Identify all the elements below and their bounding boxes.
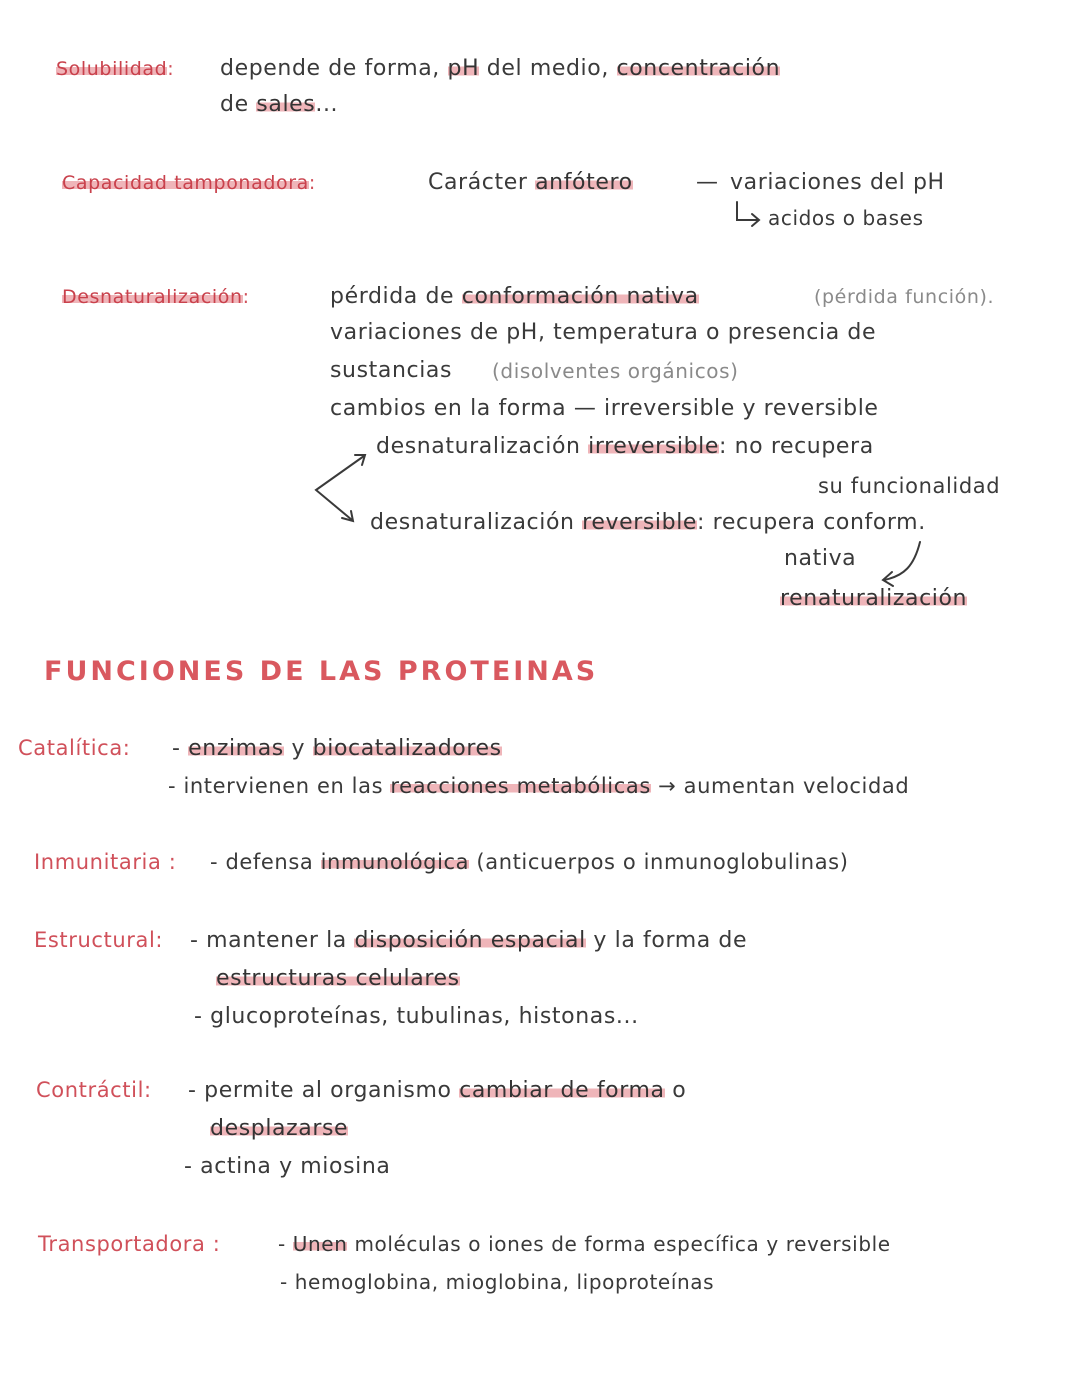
solubilidad-line-2: de sales... (220, 92, 339, 117)
desnat-row: Desnaturalización: (62, 286, 250, 308)
branch-arrows-icon (316, 455, 365, 521)
solubilidad-line-1: depende de forma, pH del medio, concentración (220, 56, 781, 81)
transportadora-line-2: - hemoglobina, mioglobina, lipoproteínas (280, 1270, 715, 1294)
tampon-line-1: Carácter anfótero (428, 170, 633, 195)
contractil-line-1: - permite al organismo cambiar de forma o (188, 1078, 687, 1103)
catalitica-line-1: - enzimas y biocatalizadores (172, 736, 502, 761)
desnat-nativa: nativa (784, 546, 857, 571)
contractil-line-3: - actina y miosina (184, 1154, 391, 1179)
transportadora-line-1: - Unen moléculas o iones de forma específica y reversible (278, 1232, 891, 1256)
inmunitaria-line: - defensa inmunológica (anticuerpos o inmunoglobulinas) (210, 850, 849, 874)
transportadora-term: Transportadora : (38, 1232, 221, 1256)
tampon-acidos: acidos o bases (768, 206, 924, 230)
tampon-hook-arrow-icon (737, 202, 759, 226)
tampon-variaciones: variaciones del pH (730, 170, 945, 195)
tampon-term: Capacidad tamponadora (62, 172, 309, 194)
estructural-line-3: - glucoproteínas, tubulinas, histonas... (194, 1004, 639, 1029)
solubilidad-term: Solubilidad (56, 58, 168, 80)
desnat-perdida-funcion: (pérdida función). (814, 286, 995, 308)
desnat-funcionalidad: su funcionalidad (818, 474, 1001, 498)
tampon-row: Capacidad tamponadora: (62, 172, 316, 194)
estructural-term: Estructural: (34, 928, 164, 952)
desnat-line-4: cambios en la forma — irreversible y reversible (330, 396, 879, 421)
catalitica-line-2: - intervienen en las reacciones metabólicas → aumentan velocidad (168, 774, 910, 798)
desnat-line-1: pérdida de conformación nativa (330, 284, 699, 309)
section-heading: FUNCIONES DE LAS PROTEINAS (44, 656, 599, 687)
desnat-line-3: sustancias (330, 358, 453, 383)
desnat-term: Desnaturalización (62, 286, 243, 308)
catalitica-term: Catalítica: (18, 736, 131, 760)
solubilidad-row: Solubilidad: (56, 58, 175, 80)
desnat-line-2: variaciones de pH, temperatura o presencia de (330, 320, 877, 345)
desnat-disolventes: (disolventes orgánicos) (492, 359, 739, 383)
desnat-reversible: desnaturalización reversible: recupera conform. (370, 510, 926, 535)
contractil-line-2: desplazarse (210, 1116, 349, 1141)
estructural-line-2: estructuras celulares (216, 966, 460, 991)
inmunitaria-term: Inmunitaria : (34, 850, 177, 874)
tampon-dash: — (696, 170, 719, 195)
desnat-irreversible: desnaturalización irreversible: no recupera (376, 434, 874, 459)
desnat-renaturalizacion: renaturalización (780, 586, 968, 611)
curved-arrow-icon (883, 542, 920, 586)
estructural-line-1: - mantener la disposición espacial y la forma de (190, 928, 748, 953)
contractil-term: Contráctil: (36, 1078, 152, 1102)
